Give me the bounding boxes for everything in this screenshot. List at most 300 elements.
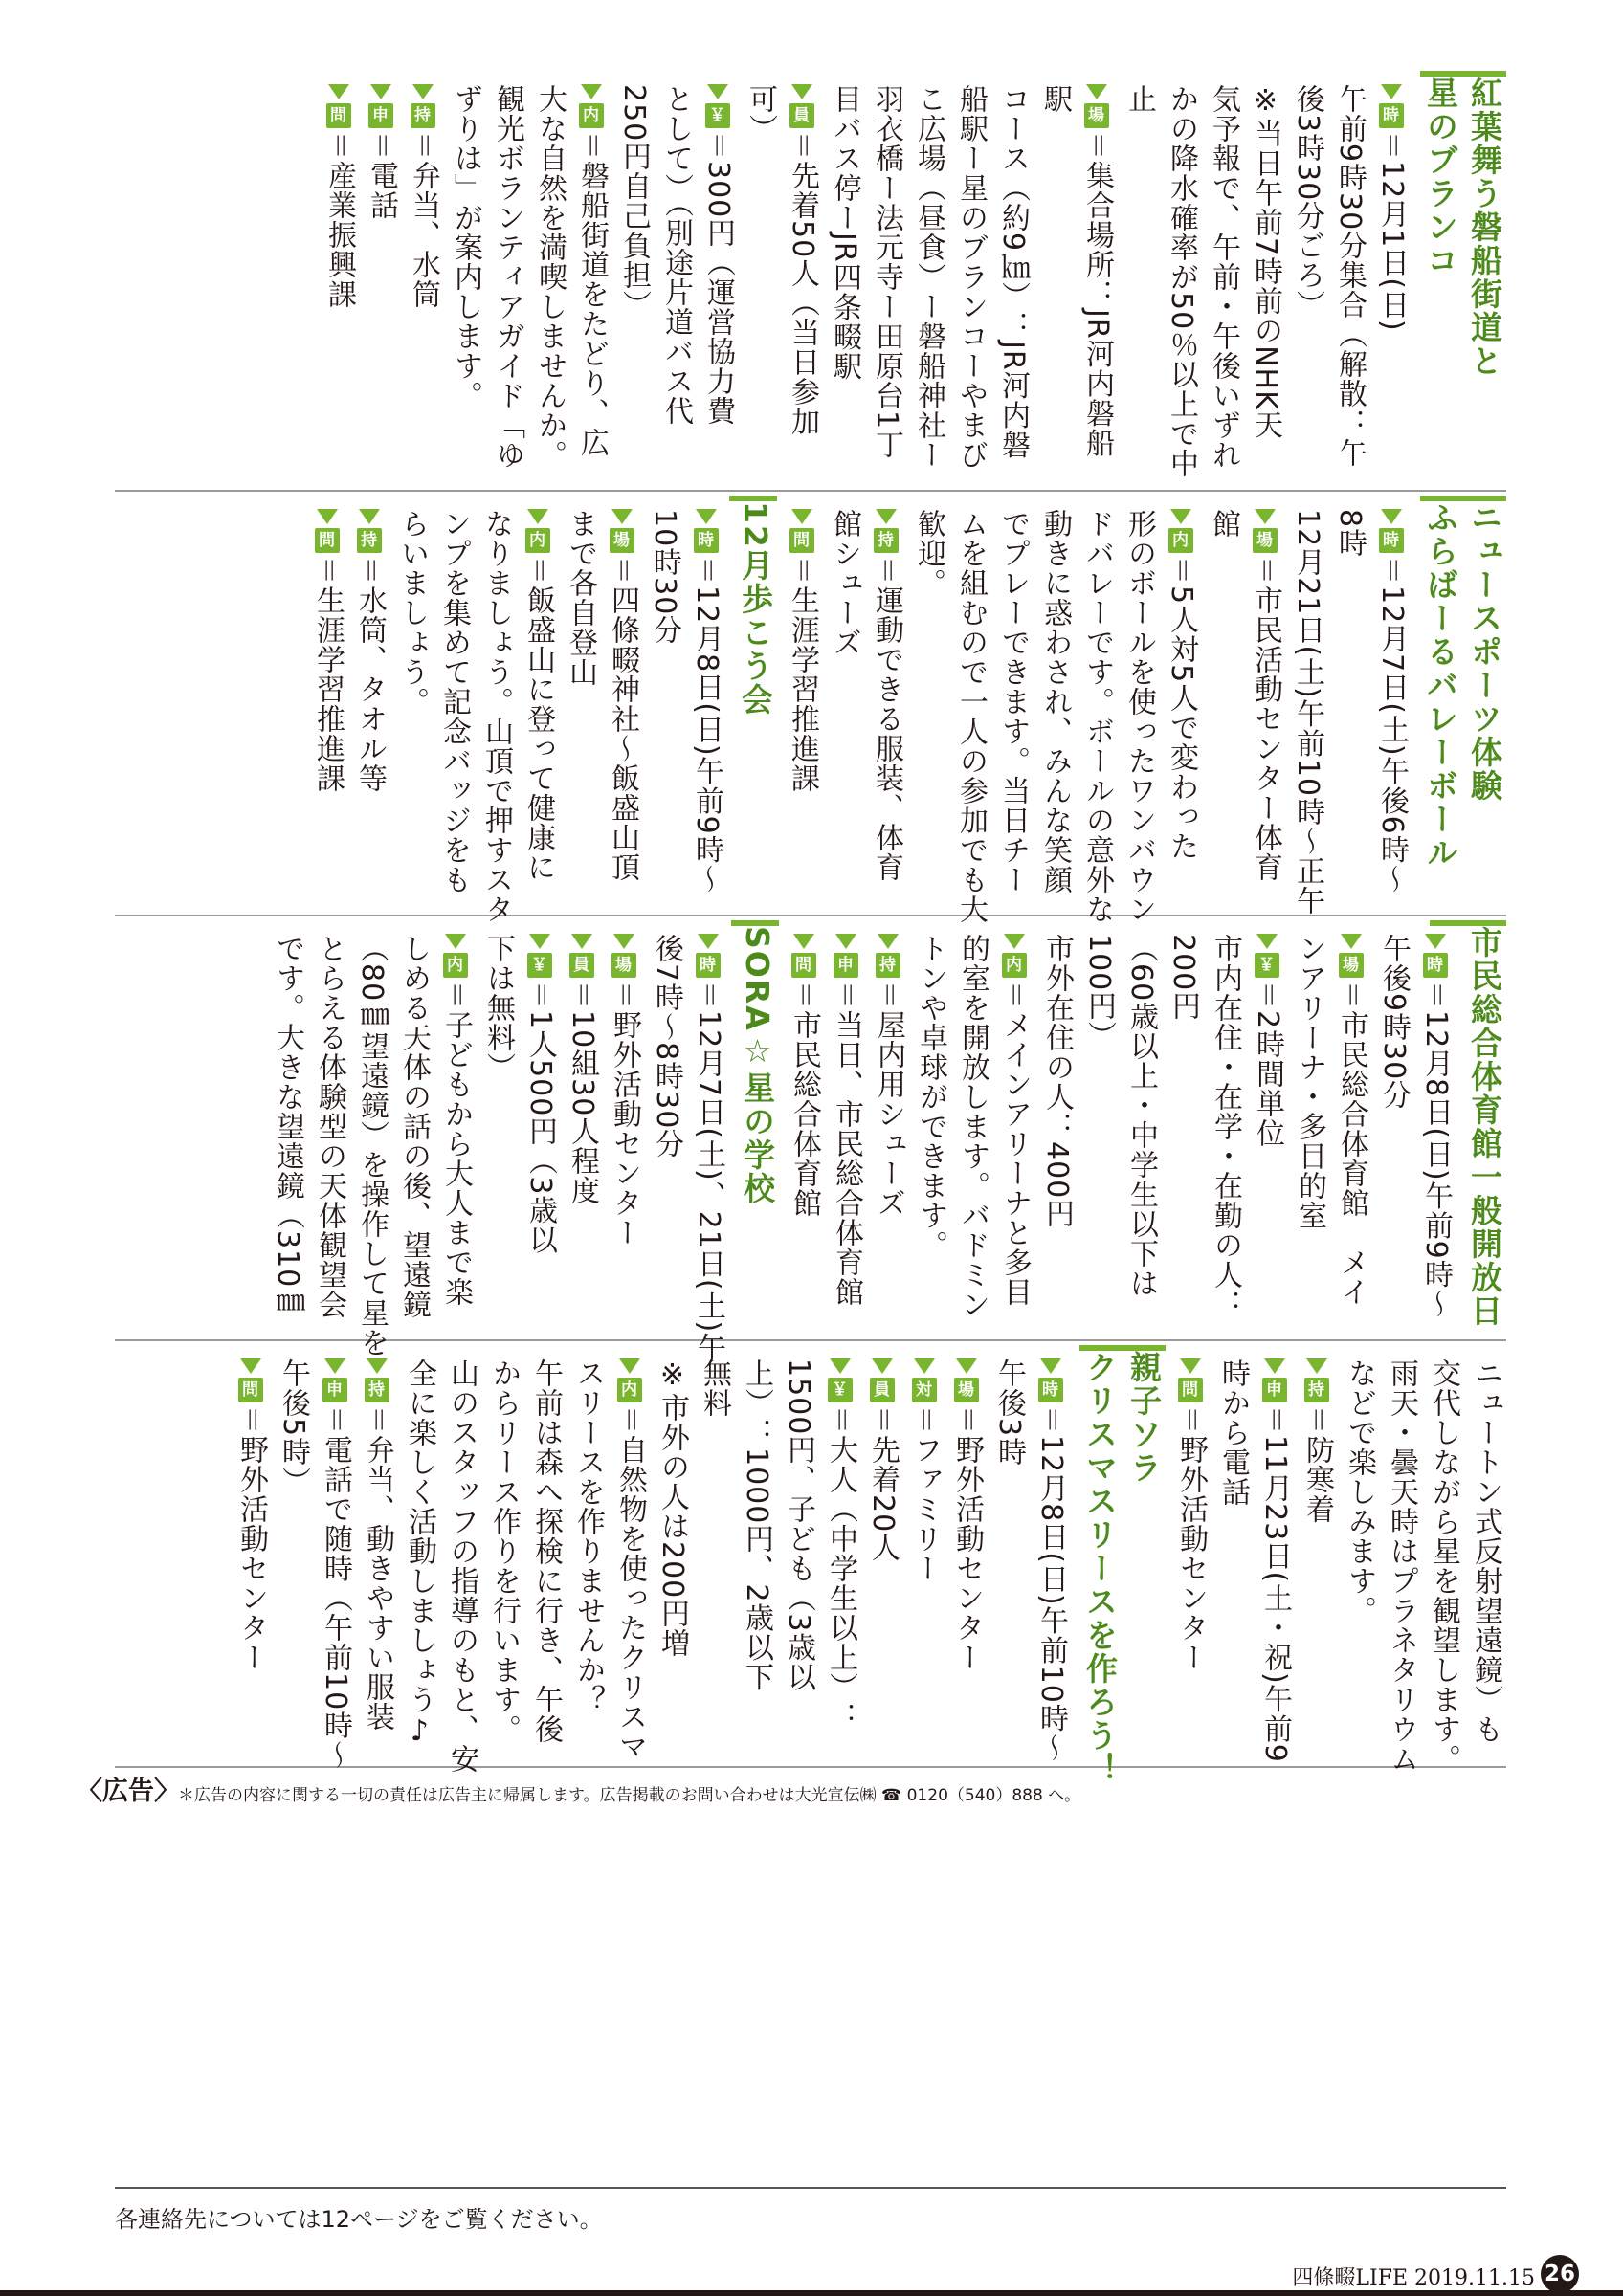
triangle-bullet-icon bbox=[872, 1358, 893, 1374]
line-text: ＝メインアリーナと多目 bbox=[998, 981, 1032, 1307]
footer-divider bbox=[115, 2187, 1506, 2189]
label-tag: 持 bbox=[874, 528, 899, 553]
line-text: 止 bbox=[1123, 84, 1156, 114]
text-line bbox=[440, 1358, 482, 1774]
triangle-bullet-icon bbox=[1040, 1358, 1061, 1374]
line-text: 午前9時30分集合（解散：午 bbox=[1333, 84, 1367, 469]
line-text: ＝電話で随時（午前10時〜 bbox=[319, 1405, 352, 1771]
text-line bbox=[475, 509, 517, 924]
line-text: らいましょう。 bbox=[395, 509, 429, 717]
line-text: ＝野外活動センター bbox=[1174, 1405, 1208, 1672]
label-tag: 申 bbox=[368, 103, 393, 128]
text-line bbox=[567, 1358, 609, 1714]
text-line bbox=[1169, 1358, 1212, 1672]
line-text: かの降水確率が50％以上で中 bbox=[1165, 84, 1198, 479]
band-divider bbox=[115, 490, 1506, 492]
line-text: 歓迎。 bbox=[912, 509, 945, 598]
text-line bbox=[1254, 1358, 1296, 1763]
text-line bbox=[1286, 509, 1328, 916]
text-line bbox=[360, 84, 402, 220]
line-text: ＝弁当、水筒 bbox=[407, 131, 440, 309]
text-line bbox=[392, 934, 434, 1319]
line-text: 12月21日(土)午前10時〜正午 bbox=[1291, 509, 1324, 916]
text-line bbox=[1204, 934, 1246, 1319]
line-text: 無料 bbox=[698, 1358, 731, 1418]
label-tag: 内 bbox=[1168, 528, 1193, 553]
text-line bbox=[783, 934, 825, 1218]
line-text: 200円 bbox=[1167, 934, 1200, 1022]
label-tag: 問 bbox=[789, 528, 814, 553]
label-tag: 内 bbox=[443, 953, 468, 978]
line-text: ずりは」が案内します。 bbox=[449, 84, 482, 410]
text-line bbox=[865, 509, 907, 882]
text-line bbox=[609, 1358, 651, 1761]
text-line bbox=[1160, 509, 1202, 861]
triangle-bullet-icon bbox=[619, 1358, 640, 1374]
line-text: 午後9時30分 bbox=[1377, 934, 1411, 1111]
line-text: ＝生涯学習推進課 bbox=[786, 556, 819, 793]
page-number: 26 bbox=[1541, 2255, 1579, 2293]
label-tag: 問 bbox=[1178, 1378, 1203, 1402]
line-text: ＝市民総合体育館 メイ bbox=[1335, 981, 1368, 1307]
label-tag: 場 bbox=[611, 953, 636, 978]
text-line bbox=[1338, 1358, 1380, 1625]
label-tag: ￥ bbox=[705, 103, 730, 128]
text-line bbox=[949, 509, 991, 924]
section-title: ふらばーるバレーボール bbox=[1422, 501, 1459, 870]
label-tag: 員 bbox=[789, 103, 814, 128]
line-text: ＝四條畷神社〜飯盛山頂 bbox=[606, 556, 639, 882]
triangle-bullet-icon bbox=[529, 934, 550, 949]
label-tag: 申 bbox=[322, 1378, 347, 1402]
line-text: 山のスタッフの指導のもと、安 bbox=[445, 1358, 478, 1774]
line-text: 時から電話 bbox=[1216, 1358, 1250, 1507]
triangle-bullet-icon bbox=[1086, 84, 1107, 99]
label-tag: 時 bbox=[1379, 528, 1404, 553]
line-text: 駅 bbox=[1038, 84, 1072, 114]
line-text: 250円自己負担） bbox=[617, 84, 651, 320]
triangle-bullet-icon bbox=[581, 84, 602, 99]
text-line bbox=[444, 84, 486, 410]
line-text: ＝生涯学習推進課 bbox=[311, 556, 345, 793]
label-tag: 持 bbox=[411, 103, 435, 128]
triangle-bullet-icon bbox=[1425, 934, 1446, 949]
section-title: ニュースポーツ体験 bbox=[1466, 501, 1503, 803]
text-line bbox=[739, 84, 781, 144]
text-line bbox=[350, 934, 392, 1358]
text-line bbox=[1372, 934, 1414, 1110]
text-line bbox=[1296, 1358, 1338, 1524]
line-text: 気予報で、午前・午後いずれ bbox=[1207, 84, 1240, 470]
text-line bbox=[528, 84, 570, 470]
triangle-bullet-icon bbox=[1255, 509, 1276, 524]
text-line bbox=[1118, 509, 1160, 924]
line-text: コース（約9㎞）：JR河内磐 bbox=[996, 84, 1030, 460]
triangle-bullet-icon bbox=[317, 509, 338, 524]
line-text: ＝ファミリー bbox=[908, 1405, 942, 1583]
triangle-bullet-icon bbox=[328, 84, 349, 99]
line-text: ＝弁当、動きやすい服装 bbox=[361, 1405, 394, 1732]
section-gym-sora bbox=[115, 926, 1506, 1363]
bottom-bar bbox=[0, 2290, 1623, 2296]
section-title: 市民総合体育館一般開放日 bbox=[1466, 926, 1503, 1328]
text-line bbox=[1034, 509, 1076, 894]
label-tag: 内 bbox=[1002, 953, 1027, 978]
triangle-bullet-icon bbox=[1004, 934, 1025, 949]
triangle-bullet-icon bbox=[1341, 934, 1362, 949]
triangle-bullet-icon bbox=[1306, 1358, 1327, 1374]
ad-disclaimer: ＊広告の内容に関する一切の責任は広告主に帰属します。広告掲載のお問い合わせは大光宣伝㈱ ☎ 0120（540）888 へ。 bbox=[178, 1786, 1081, 1805]
line-text: 船駅ー星のブランコーやまび bbox=[954, 84, 988, 470]
line-text: ※当日午前7時前のNHK天 bbox=[1249, 84, 1282, 440]
text-line bbox=[1078, 934, 1120, 1050]
text-line bbox=[907, 84, 949, 470]
text-line bbox=[1328, 84, 1370, 468]
line-text: 午前は森へ探検に行き、午後 bbox=[529, 1358, 563, 1744]
line-text: こ広場（昼食）ー磐船神社ー bbox=[912, 84, 945, 470]
text-line bbox=[433, 509, 475, 894]
text-line bbox=[687, 934, 729, 1362]
line-text: ＝野外活動センター bbox=[608, 981, 641, 1247]
text-line bbox=[612, 84, 655, 320]
line-text: 下は無料） bbox=[481, 934, 515, 1082]
text-line bbox=[1212, 1358, 1254, 1507]
text-line bbox=[1246, 934, 1288, 1148]
triangle-bullet-icon bbox=[367, 1358, 388, 1374]
text-line bbox=[477, 934, 519, 1082]
text-line bbox=[993, 934, 1035, 1307]
line-text: ※市外の人は200円増 bbox=[656, 1358, 689, 1659]
label-tag: 時 bbox=[694, 528, 719, 553]
text-line bbox=[434, 934, 477, 1307]
label-tag: 時 bbox=[1379, 103, 1404, 128]
line-text: 8時 bbox=[1333, 509, 1367, 559]
line-text: ＝先着20人 bbox=[866, 1405, 900, 1563]
text-line bbox=[1030, 1358, 1072, 1763]
line-text: （80㎜望遠鏡）を操作して星を bbox=[355, 934, 389, 1358]
triangle-bullet-icon bbox=[791, 84, 812, 99]
label-tag: ￥ bbox=[1255, 953, 1279, 978]
text-line bbox=[945, 1358, 988, 1672]
line-text: でプレーできます。当日チー bbox=[996, 509, 1030, 894]
label-tag: 場 bbox=[610, 528, 634, 553]
text-line bbox=[1120, 934, 1162, 1298]
line-text: です。大きな望遠鏡（310㎜ bbox=[271, 934, 304, 1318]
text-line bbox=[356, 1358, 398, 1732]
triangle-bullet-icon bbox=[878, 934, 899, 949]
line-text: ＝電話 bbox=[365, 131, 398, 220]
line-text: ＝12月8日(日)午前9時〜 bbox=[690, 556, 723, 894]
text-line bbox=[735, 1358, 777, 1691]
text-line bbox=[1288, 934, 1330, 1230]
line-text: 雨天・曇天時はプラネタリウム bbox=[1385, 1358, 1418, 1774]
line-text: ＝磐船街道をたどり、広 bbox=[575, 131, 609, 457]
line-text: なりましょう。山頂で押すスタ bbox=[479, 509, 513, 924]
line-text: ＝野外活動センター bbox=[950, 1405, 984, 1672]
text-line bbox=[867, 934, 909, 1218]
line-text: ドバレーです。ボールの意外な bbox=[1080, 509, 1114, 924]
line-text: ンアリーナ・多目的室 bbox=[1293, 934, 1326, 1230]
line-text: 100円） bbox=[1082, 934, 1116, 1051]
section-title: 紅葉舞う磐船街道と bbox=[1466, 77, 1503, 378]
triangle-bullet-icon bbox=[1170, 509, 1191, 524]
text-line bbox=[907, 509, 949, 598]
line-text: 大な自然を満喫しませんか。 bbox=[533, 84, 567, 470]
line-text: からリース作りを行います。 bbox=[487, 1358, 521, 1744]
ad-label: 〈広告〉 bbox=[77, 1777, 180, 1806]
text-line bbox=[685, 509, 727, 894]
triangle-bullet-icon bbox=[696, 509, 717, 524]
triangle-bullet-icon bbox=[835, 934, 856, 949]
line-text: （60歳以上・中学生以下は bbox=[1124, 934, 1158, 1299]
line-text: ＝12月7日(土)午後6時〜 bbox=[1375, 556, 1409, 894]
line-text: ＝市民活動センター体育 bbox=[1249, 556, 1282, 882]
triangle-bullet-icon bbox=[1381, 84, 1402, 99]
text-line bbox=[1414, 934, 1456, 1319]
triangle-bullet-icon bbox=[914, 1358, 935, 1374]
label-tag: 員 bbox=[870, 1378, 895, 1402]
line-text: ＝屋内用シューズ bbox=[872, 981, 905, 1218]
line-text: ＝先着50人（当日参加 bbox=[786, 131, 819, 437]
line-text: ンプを集めて記念バッジをも bbox=[437, 509, 471, 894]
label-tag: 問 bbox=[238, 1378, 263, 1402]
line-text: 市内在住・在学・在勤の人： bbox=[1209, 934, 1242, 1319]
text-line bbox=[1328, 509, 1370, 558]
line-text: 形のボールを使ったワンバウン bbox=[1123, 509, 1156, 924]
text-line bbox=[1380, 1358, 1422, 1774]
section-title: 星のブランコ bbox=[1422, 77, 1459, 277]
label-tag: 問 bbox=[791, 953, 816, 978]
label-tag: 持 bbox=[876, 953, 900, 978]
band-divider bbox=[115, 1339, 1506, 1341]
line-text: 上）：1000円、2歳以下 bbox=[740, 1358, 773, 1692]
line-text: まで各自登山 bbox=[564, 509, 597, 687]
text-line bbox=[398, 1358, 440, 1749]
label-tag: 持 bbox=[1304, 1378, 1329, 1402]
text-line bbox=[823, 84, 865, 382]
text-line bbox=[903, 1358, 945, 1583]
text-line bbox=[693, 1358, 735, 1418]
line-text: 市外在住の人：400円 bbox=[1040, 934, 1074, 1229]
triangle-bullet-icon bbox=[527, 509, 548, 524]
text-line bbox=[651, 1358, 693, 1658]
text-line bbox=[1244, 509, 1286, 882]
text-line bbox=[482, 1358, 524, 1744]
text-line bbox=[909, 934, 951, 1260]
text-line bbox=[991, 509, 1034, 894]
triangle-bullet-icon bbox=[876, 509, 897, 524]
text-line bbox=[1330, 934, 1372, 1307]
contact-note: 各連絡先については12ページをご覧ください。 bbox=[115, 2206, 603, 2233]
label-tag: 持 bbox=[365, 1378, 389, 1402]
line-text: 的室を開放します。バドミン bbox=[956, 934, 989, 1319]
text-line bbox=[603, 934, 645, 1247]
text-line bbox=[272, 1358, 314, 1496]
text-line bbox=[1076, 509, 1118, 924]
text-line bbox=[1035, 934, 1078, 1228]
text-line bbox=[777, 1358, 819, 1691]
line-text: 館シューズ bbox=[828, 509, 861, 657]
text-line bbox=[643, 509, 685, 645]
text-line bbox=[1370, 509, 1412, 894]
triangle-bullet-icon bbox=[445, 934, 466, 949]
text-line bbox=[861, 1358, 903, 1562]
text-line bbox=[1034, 84, 1076, 114]
text-line bbox=[519, 934, 561, 1254]
label-tag: 場 bbox=[1339, 953, 1364, 978]
section-title: SORA☆星の学校 bbox=[739, 926, 776, 1205]
text-line bbox=[819, 1358, 861, 1732]
line-text: 館 bbox=[1207, 509, 1240, 539]
text-line bbox=[1160, 84, 1202, 478]
label-tag: 時 bbox=[1423, 953, 1448, 978]
label-tag: 時 bbox=[696, 953, 721, 978]
text-line bbox=[601, 509, 643, 882]
line-text: 可） bbox=[744, 84, 777, 144]
text-line bbox=[266, 934, 308, 1317]
text-line bbox=[655, 84, 697, 426]
line-text: 後3時30分ごろ） bbox=[1291, 84, 1324, 320]
text-line bbox=[781, 509, 823, 793]
text-line bbox=[1076, 84, 1118, 458]
triangle-bullet-icon bbox=[1381, 509, 1402, 524]
text-line bbox=[865, 84, 907, 459]
triangle-bullet-icon bbox=[571, 934, 592, 949]
label-tag: 申 bbox=[1262, 1378, 1287, 1402]
line-text: ＝12月8日(日)午前9時〜 bbox=[1419, 981, 1453, 1319]
line-text: トンや卓球ができます。 bbox=[914, 934, 947, 1260]
label-tag: 場 bbox=[1253, 528, 1278, 553]
line-text: 後7時〜8時30分 bbox=[650, 934, 683, 1159]
section-iwafune-hike bbox=[115, 77, 1506, 488]
triangle-bullet-icon bbox=[1264, 1358, 1285, 1374]
text-line bbox=[1286, 84, 1328, 320]
label-tag: 問 bbox=[326, 103, 351, 128]
text-line bbox=[524, 1358, 567, 1744]
triangle-bullet-icon bbox=[611, 509, 633, 524]
line-text: などで楽しみます。 bbox=[1343, 1358, 1376, 1625]
label-tag: 員 bbox=[569, 953, 594, 978]
line-text: ニュートン式反射望遠鏡）も bbox=[1469, 1358, 1502, 1744]
text-line bbox=[390, 509, 433, 717]
triangle-bullet-icon bbox=[793, 934, 814, 949]
line-text: ムを組むので一人の参加でも大 bbox=[954, 509, 988, 924]
line-text: 午後3時 bbox=[992, 1358, 1026, 1468]
section-title: 12月歩こう会 bbox=[737, 501, 774, 717]
label-tag: 場 bbox=[1084, 103, 1109, 128]
triangle-bullet-icon bbox=[240, 1358, 261, 1374]
text-line bbox=[348, 509, 390, 793]
text-line bbox=[517, 509, 559, 882]
line-text: ＝運動できる服装、体育 bbox=[870, 556, 903, 882]
text-line bbox=[951, 934, 993, 1319]
label-tag: ￥ bbox=[828, 1378, 853, 1402]
triangle-bullet-icon bbox=[613, 934, 634, 949]
line-text: ＝1人500円（3歳以 bbox=[523, 981, 557, 1255]
text-line bbox=[486, 84, 528, 470]
text-line bbox=[1422, 1358, 1464, 1774]
line-text: ＝産業振興課 bbox=[322, 131, 356, 309]
line-text: として）（別途片道バス代 bbox=[659, 84, 693, 426]
text-line bbox=[823, 509, 865, 657]
label-tag: 時 bbox=[1038, 1378, 1063, 1402]
text-line bbox=[1202, 509, 1244, 539]
triangle-bullet-icon bbox=[370, 84, 391, 99]
text-line bbox=[1162, 934, 1204, 1021]
triangle-bullet-icon bbox=[956, 1358, 977, 1374]
line-text: ＝5人対5人で変わった bbox=[1165, 556, 1198, 862]
line-text: ＝自然物を使ったクリスマ bbox=[613, 1405, 647, 1761]
text-line bbox=[308, 934, 350, 1319]
text-line bbox=[570, 84, 612, 457]
label-tag: 持 bbox=[357, 528, 382, 553]
text-line bbox=[1202, 84, 1244, 470]
label-tag: 内 bbox=[579, 103, 604, 128]
section-new-sports-walk bbox=[115, 501, 1506, 924]
text-line bbox=[1244, 84, 1286, 440]
line-text: 1500円、子ども（3歳以 bbox=[782, 1358, 815, 1692]
triangle-bullet-icon bbox=[830, 1358, 851, 1374]
text-line bbox=[988, 1358, 1030, 1467]
text-line bbox=[781, 84, 823, 436]
triangle-bullet-icon bbox=[359, 509, 380, 524]
text-line bbox=[949, 84, 991, 470]
publication-info: 四條畷LIFE 2019.11.15 bbox=[1292, 2266, 1535, 2290]
line-text: しめる天体の話の後、望遠鏡 bbox=[397, 934, 431, 1319]
line-text: 10時30分 bbox=[648, 509, 681, 646]
label-tag: 内 bbox=[617, 1378, 642, 1402]
text-line bbox=[991, 84, 1034, 460]
triangle-bullet-icon bbox=[1180, 1358, 1201, 1374]
triangle-bullet-icon bbox=[324, 1358, 345, 1374]
line-text: ＝市民総合体育館 bbox=[788, 981, 821, 1218]
line-text: 全に楽しく活動しましょう♪ bbox=[403, 1358, 436, 1749]
line-text: ＝子どもから大人まで楽 bbox=[439, 981, 473, 1307]
line-text: ＝11月23日(土・祝)午前9 bbox=[1258, 1405, 1292, 1763]
text-line bbox=[559, 509, 601, 687]
label-tag: ￥ bbox=[527, 953, 552, 978]
line-text: 目バス停ーJR四条畷駅 bbox=[828, 84, 861, 382]
text-line bbox=[697, 84, 739, 426]
line-text: ＝12月7日(土)、21日(土)午 bbox=[692, 981, 725, 1363]
line-text: ＝当日、市民総合体育館 bbox=[830, 981, 863, 1307]
label-tag: 場 bbox=[954, 1378, 979, 1402]
line-text: ＝12月8日(日)午前10時〜 bbox=[1034, 1405, 1068, 1763]
text-line bbox=[561, 934, 603, 1205]
triangle-bullet-icon bbox=[412, 84, 434, 99]
line-text: ＝300円（運営協力費 bbox=[701, 131, 735, 427]
line-text: スリースを作りませんか？ bbox=[571, 1358, 605, 1714]
line-text: ＝大人（中学生以上）： bbox=[824, 1405, 857, 1732]
section-title: クリスマスリースを作ろう！ bbox=[1081, 1351, 1119, 1786]
triangle-bullet-icon bbox=[1256, 934, 1278, 949]
section-title: 親子ソラ bbox=[1125, 1351, 1163, 1485]
section-wreath bbox=[115, 1351, 1506, 1786]
label-tag: 内 bbox=[525, 528, 550, 553]
line-text: ＝12月1日(日) bbox=[1375, 131, 1409, 332]
text-line bbox=[645, 934, 687, 1159]
text-line bbox=[230, 1358, 272, 1672]
text-line bbox=[402, 84, 444, 309]
label-tag: 申 bbox=[834, 953, 858, 978]
text-line bbox=[314, 1358, 356, 1770]
line-text: ＝防寒着 bbox=[1301, 1405, 1334, 1524]
text-line bbox=[306, 509, 348, 793]
line-text: 午後5時） bbox=[277, 1358, 310, 1497]
label-tag: 問 bbox=[315, 528, 340, 553]
line-text: 交代しながら星を観望します。 bbox=[1427, 1358, 1460, 1774]
text-line bbox=[1370, 84, 1412, 332]
